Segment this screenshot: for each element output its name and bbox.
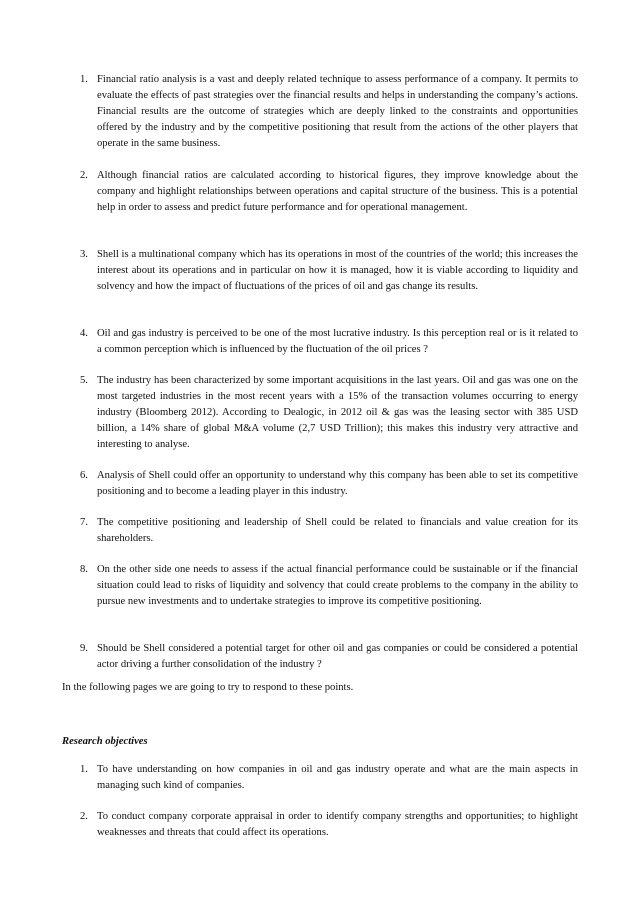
list-text: Shell is a multinational company which has its operations in most of the countries of the world; this increases the interest about its operations and in particular on how it is managed, how it is viable according to liquidity and solvency and how the impact of fluctuations of the prices of oil and gas change its results.	[97, 249, 578, 292]
section-heading: Research objectives	[62, 736, 148, 747]
list-number: 3.	[80, 249, 88, 260]
list-text: The competitive positioning and leadership of Shell could be related to financials and value creation for its shareholders.	[97, 517, 578, 544]
list-item	[80, 641, 578, 673]
list-text: To have understanding on how companies in oil and gas industry operate and what are the main aspects in managing such kind of companies.	[97, 764, 578, 791]
list-number: 2.	[80, 170, 88, 181]
list-text: Oil and gas industry is perceived to be one of the most lucrative industry. Is this perception real or is it related to a common perception which is influenced by the fluctuation of the oil prices ?	[97, 328, 578, 355]
list-number: 1.	[80, 74, 88, 85]
list-item	[80, 326, 578, 358]
list-item	[80, 247, 578, 295]
list-number: 7.	[80, 517, 88, 528]
list-number: 5.	[80, 375, 88, 386]
list-item	[80, 373, 578, 453]
list-text: Analysis of Shell could offer an opportunity to understand why this company has been able to set its competitive positioning and to become a leading player in this industry.	[97, 470, 578, 497]
list-item	[80, 468, 578, 500]
list-text: Although financial ratios are calculated according to historical figures, they improve knowledge about the company and highlight relationships between operations and capital structure of the business. This is a potential help in order to assess and predict future performance and for operational management.	[97, 170, 578, 213]
list-number: 4.	[80, 328, 88, 339]
list-number: 8.	[80, 564, 88, 575]
objective-item	[80, 762, 578, 794]
list-item	[80, 562, 578, 610]
list-number: 6.	[80, 470, 88, 481]
list-number: 1.	[80, 764, 88, 775]
list-text: The industry has been characterized by some important acquisitions in the last years. Oil and gas was one on the most targeted industries in the most recent years with a 15% of the transaction volumes occurring to energy industry (Bloomberg 2012). According to Dealogic, in 2012 oil & gas was the leasing sector with 385 USD billion, a 14% share of global M&A volume (2,7 USD Trillion); this makes this industry very attractive and interesting to analyse.	[97, 375, 578, 450]
list-number: 2.	[80, 811, 88, 822]
list-number: 9.	[80, 643, 88, 654]
list-text: Should be Shell considered a potential target for other oil and gas companies or could be considered a potential actor driving a further consolidation of the industry ?	[97, 643, 578, 670]
list-text: To conduct company corporate appraisal in order to identify company strengths and opportunities; to highlight weaknesses and threats that could affect its operations.	[97, 811, 578, 838]
list-text: On the other side one needs to assess if the actual financial performance could be sustainable or if the financial situation could lead to risks of liquidity and solvency that could create problems to the company in the ability to pursue new investments and to undertake strategies to improve its competitive positioning.	[97, 564, 578, 607]
list-item	[80, 168, 578, 216]
objective-item	[80, 809, 578, 841]
closing-paragraph: In the following pages we are going to try to respond to these points.	[62, 682, 354, 693]
list-item	[80, 515, 578, 547]
list-item	[80, 72, 578, 152]
list-text: Financial ratio analysis is a vast and deeply related technique to assess performance of a company. It permits to evaluate the effects of past strategies over the financial results and helps in understanding the company’s actions. Financial results are the outcome of strategies which are deeply linked to the constraints and opportunities offered by the industry and by the competitive positioning that result from the actions of the other players that operate in the same business.	[97, 74, 578, 149]
